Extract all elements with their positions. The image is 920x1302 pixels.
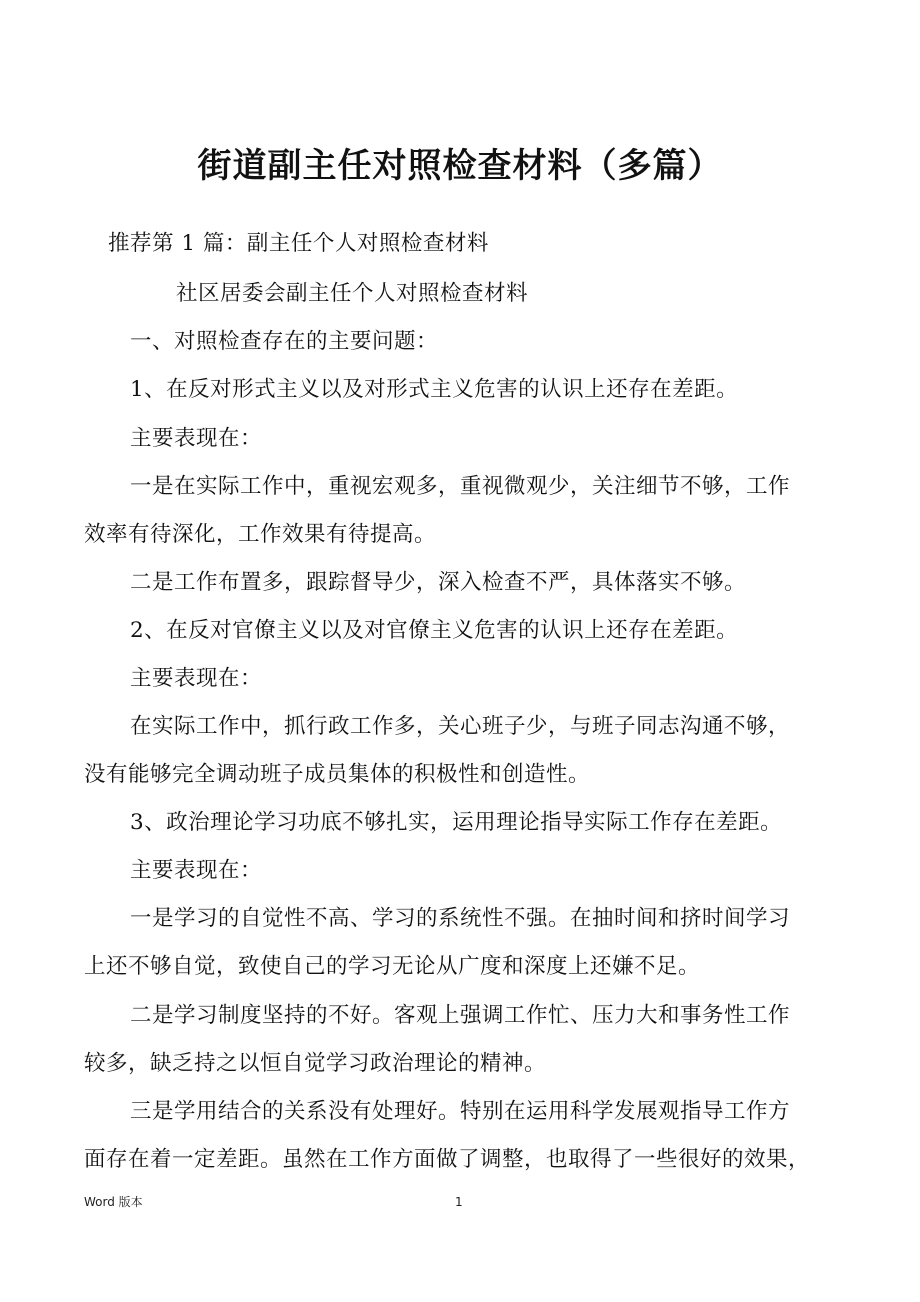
body-line: 效率有待深化，工作效果有待提高。 — [84, 522, 437, 547]
body-line: 3、政治理论学习功底不够扎实，运用理论指导实际工作存在差距。 — [130, 810, 783, 835]
body-line: 主要表现在： — [130, 666, 263, 691]
body-line: 2、在反对官僚主义以及对官僚主义危害的认识上还存在差距。 — [130, 618, 739, 643]
body-line: 二是学习制度坚持的不好。客观上强调工作忙、压力大和事务性工作 — [130, 1003, 791, 1028]
body-line: 1、在反对形式主义以及对形式主义危害的认识上还存在差距。 — [130, 377, 739, 402]
body-line: 在实际工作中，抓行政工作多，关心班子少，与班子同志沟通不够， — [130, 714, 791, 739]
body-line: 一是学习的自觉性不高、学习的系统性不强。在抽时间和挤时间学习 — [130, 906, 791, 931]
page-number: 1 — [455, 1195, 463, 1209]
body-line: 面存在着一定差距。虽然在工作方面做了调整，也取得了一些很好的效果， — [84, 1147, 811, 1172]
body-line: 没有能够完全调动班子成员集体的积极性和创造性。 — [84, 762, 591, 787]
footer-label: Word 版本 — [84, 1195, 143, 1209]
body-line: 主要表现在： — [130, 858, 263, 883]
recommend-heading: 推荐第 1 篇：副主任个人对照检查材料 — [108, 231, 489, 256]
body-line: 一是在实际工作中，重视宏观多，重视微观少，关注细节不够，工作 — [130, 474, 791, 499]
body-line: 一、对照检查存在的主要问题： — [130, 329, 439, 354]
body-line: 三是学用结合的关系没有处理好。特别在运用科学发展观指导工作方 — [130, 1099, 791, 1124]
body-line: 二是工作布置多，跟踪督导少，深入检查不严，具体落实不够。 — [130, 570, 747, 595]
body-line: 较多，缺乏持之以恒自觉学习政治理论的精神。 — [84, 1051, 547, 1076]
document-title: 街道副主任对照检查材料（多篇） — [197, 146, 723, 186]
section-subtitle: 社区居委会副主任个人对照检查材料 — [176, 281, 529, 306]
body-line: 上还不够自觉，致使自己的学习无论从广度和深度上还嫌不足。 — [84, 954, 701, 979]
body-line: 主要表现在： — [130, 426, 263, 451]
